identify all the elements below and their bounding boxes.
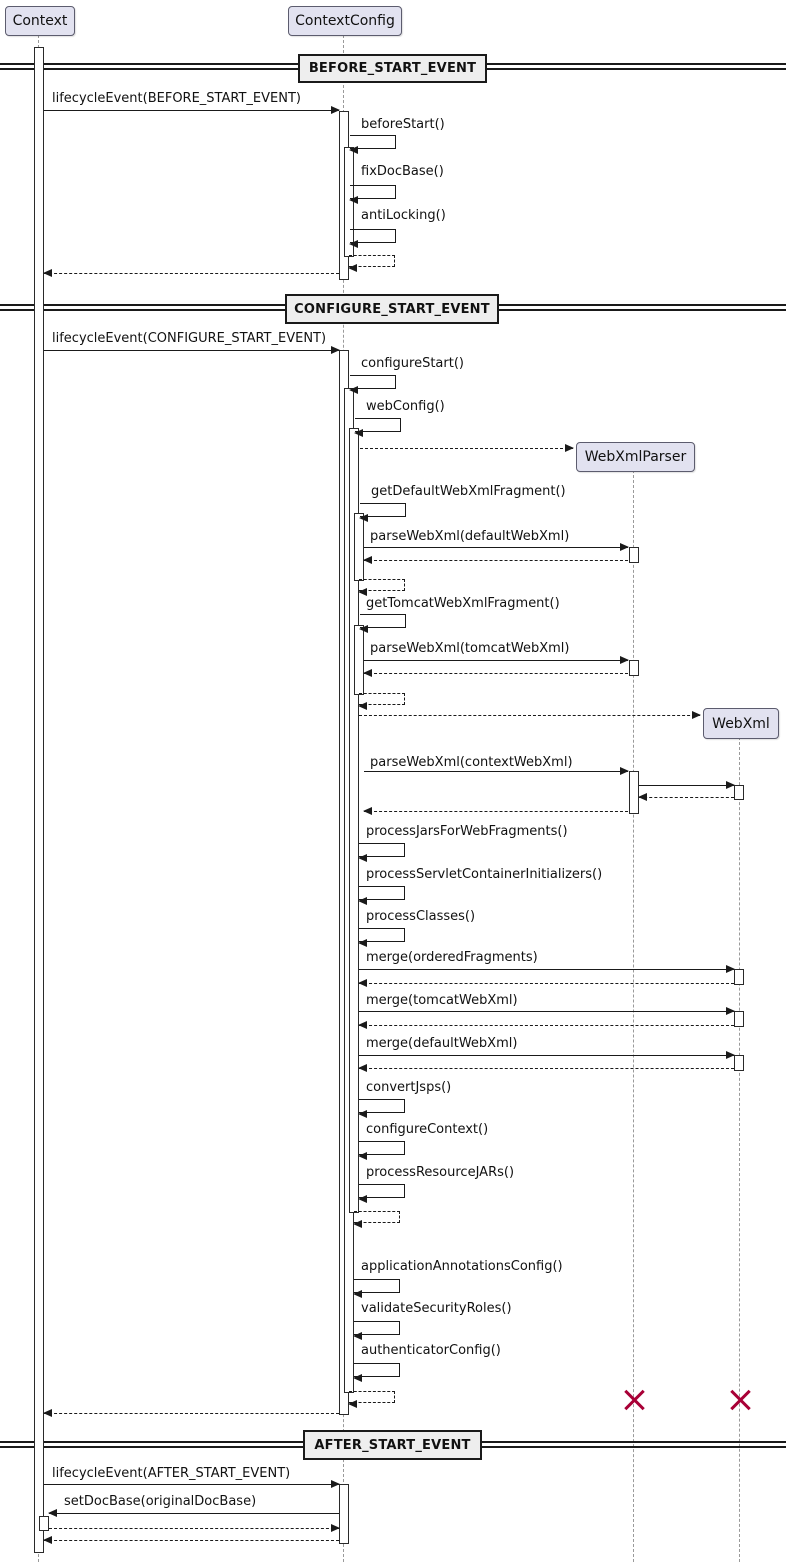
self-call-application-annotations xyxy=(354,1279,400,1293)
lifeline-web-xml xyxy=(739,737,740,1562)
activation-cc-after xyxy=(339,1484,349,1544)
return-arrow-before xyxy=(44,273,339,274)
message-label: processServletContainerInitializers() xyxy=(366,867,603,882)
return-arrow-parse-context xyxy=(364,811,628,812)
activation-wx-merge-ordered xyxy=(734,969,744,985)
self-call-process-jars xyxy=(359,843,405,857)
self-call-validate-security-roles xyxy=(354,1321,400,1335)
divider-before-start xyxy=(298,54,487,83)
message-label: parseWebXml(contextWebXml) xyxy=(370,755,573,770)
solid-arrow-parse-default xyxy=(364,547,628,548)
divider-label: BEFORE_START_EVENT xyxy=(308,61,477,76)
activation-wx-parse xyxy=(734,785,744,800)
self-call-get-default-fragment xyxy=(360,503,406,517)
participant-context-config xyxy=(288,6,402,36)
self-call-web-config xyxy=(355,418,401,432)
message-label: processJarsForWebFragments() xyxy=(366,824,568,839)
message-label: applicationAnnotationsConfig() xyxy=(361,1259,563,1274)
participant-web-xml xyxy=(703,708,779,739)
solid-arrow-parse-tomcat xyxy=(364,660,628,661)
self-call-process-classes xyxy=(359,928,405,942)
self-return xyxy=(359,579,405,591)
message-label: webConfig() xyxy=(366,399,445,414)
message-label: convertJsps() xyxy=(366,1080,452,1095)
return-arrow-merge-tomcat xyxy=(359,1025,734,1026)
message-label: setDocBase(originalDocBase) xyxy=(64,1494,257,1509)
self-return xyxy=(349,255,395,267)
solid-arrow-set-doc-base xyxy=(49,1513,339,1514)
participant-label: WebXml xyxy=(712,715,770,732)
solid-arrow-lifecycle-after xyxy=(44,1484,339,1485)
activation-wx-merge-default xyxy=(734,1055,744,1071)
return-arrow-set-doc-base xyxy=(49,1528,339,1529)
message-label: merge(tomcatWebXml) xyxy=(366,993,518,1008)
message-label: merge(defaultWebXml) xyxy=(366,1036,518,1051)
message-label: configureContext() xyxy=(366,1122,489,1137)
destroy-x-icon-web-xml xyxy=(728,1388,752,1412)
self-call-anti-locking xyxy=(350,229,396,243)
message-label: antiLocking() xyxy=(361,208,446,223)
self-call-get-tomcat-fragment xyxy=(360,614,406,628)
message-label: parseWebXml(defaultWebXml) xyxy=(370,529,570,544)
divider-configure-start xyxy=(285,294,499,324)
return-arrow-merge-default xyxy=(359,1068,734,1069)
message-label: authenticatorConfig() xyxy=(361,1343,501,1358)
self-call-configure-context xyxy=(359,1141,405,1155)
activation-wxp-parse-default xyxy=(629,547,639,563)
self-return xyxy=(359,693,405,705)
solid-arrow-merge-tomcat xyxy=(359,1011,734,1012)
self-call-process-resource-jars xyxy=(359,1184,405,1198)
message-label: fixDocBase() xyxy=(361,164,444,179)
participant-label: Context xyxy=(12,13,68,29)
self-call-convert-jsps xyxy=(359,1099,405,1113)
participant-label: WebXmlParser xyxy=(584,449,687,465)
solid-arrow-lifecycle-before xyxy=(44,110,339,111)
self-return xyxy=(354,1211,400,1223)
create-arrow-web-xml-parser xyxy=(360,448,573,449)
return-arrow-configure xyxy=(44,1413,339,1414)
self-call-authenticator-config xyxy=(354,1363,400,1377)
return-arrow-wx-to-wxp xyxy=(639,797,734,798)
divider-after-start xyxy=(303,1430,482,1460)
message-label: lifecycleEvent(AFTER_START_EVENT) xyxy=(52,1466,291,1481)
activation-wx-merge-tomcat xyxy=(734,1011,744,1027)
message-label: beforeStart() xyxy=(361,117,445,132)
message-label: processResourceJARs() xyxy=(366,1165,515,1180)
divider-label: CONFIGURE_START_EVENT xyxy=(294,301,490,317)
participant-web-xml-parser xyxy=(576,442,695,472)
message-label: validateSecurityRoles() xyxy=(361,1301,512,1316)
create-arrow-web-xml xyxy=(359,715,700,716)
activation-cc-getdefault xyxy=(354,513,364,581)
message-label: parseWebXml(tomcatWebXml) xyxy=(370,641,570,656)
message-label: getTomcatWebXmlFragment() xyxy=(366,596,560,611)
activation-cc-gettomcat xyxy=(354,625,364,695)
return-arrow-parse-tomcat xyxy=(364,673,628,674)
self-call-fix-doc-base xyxy=(350,185,396,199)
self-return xyxy=(349,1391,395,1403)
message-label: lifecycleEvent(BEFORE_START_EVENT) xyxy=(52,91,301,106)
activation-wxp-parse-tomcat xyxy=(629,660,639,676)
solid-arrow-wxp-to-wx xyxy=(639,785,734,786)
message-label: merge(orderedFragments) xyxy=(366,950,538,965)
message-label: processClasses() xyxy=(366,909,476,924)
solid-arrow-lifecycle-configure xyxy=(44,350,339,351)
return-arrow-parse-default xyxy=(364,560,628,561)
participant-context xyxy=(5,6,75,36)
self-call-before-start xyxy=(350,135,396,149)
activation-context-setdocbase xyxy=(39,1516,49,1531)
return-arrow-after xyxy=(44,1540,339,1541)
solid-arrow-merge-ordered xyxy=(359,969,734,970)
self-call-process-sci xyxy=(359,886,405,900)
solid-arrow-merge-default xyxy=(359,1055,734,1056)
divider-label: AFTER_START_EVENT xyxy=(314,1437,471,1453)
solid-arrow-parse-context xyxy=(364,771,628,772)
participant-label: ContextConfig xyxy=(295,13,395,29)
self-call-configure-start xyxy=(350,375,396,389)
message-label: getDefaultWebXmlFragment() xyxy=(371,484,566,499)
message-label: configureStart() xyxy=(361,356,464,371)
return-arrow-merge-ordered xyxy=(359,983,734,984)
destroy-x-icon-web-xml-parser xyxy=(622,1388,646,1412)
message-label: lifecycleEvent(CONFIGURE_START_EVENT) xyxy=(52,331,327,346)
